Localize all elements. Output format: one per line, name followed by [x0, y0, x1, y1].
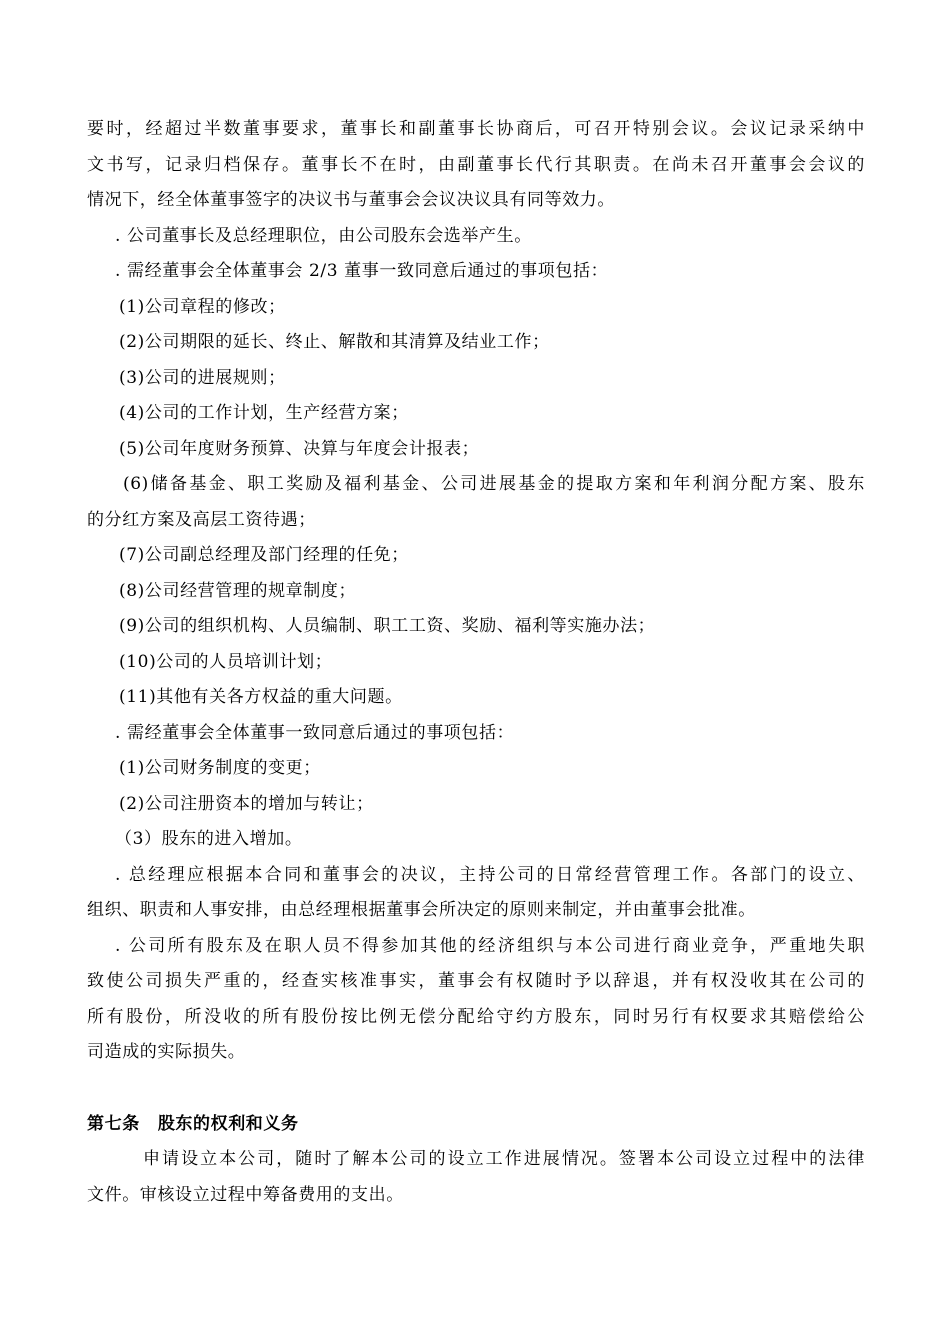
- list-item-continuation: 的分红方案及高层工资待遇；: [87, 509, 316, 530]
- list-unanimous-matters: [87, 751, 865, 858]
- text-line: 文件。审核设立过程中筹备费用的支出。: [87, 1184, 404, 1205]
- list-item: (11)其他有关各方权益的重大问题。: [119, 687, 403, 707]
- list-item: (7)公司副总经理及部门经理的任免；: [119, 545, 409, 565]
- list-item: (1)公司财务制度的变更；: [119, 758, 321, 778]
- section-title: 股东的权利和义务: [157, 1113, 299, 1134]
- text-line: . 公司所有股东及在职人员不得参加其他的经济组织与本公司进行商业竞争，严重地失职: [115, 935, 865, 956]
- text-line: 申请设立本公司，随时了解本公司的设立工作进展情况。签署本公司设立过程中的法律: [143, 1149, 865, 1169]
- text-line: 所有股份，所没收的所有股份按比例无偿分配给守约方股东，同时另行有权要求其赔偿给公: [87, 1006, 865, 1027]
- list-item: (8)公司经营管理的规章制度；: [119, 580, 357, 601]
- list-item: (4)公司的工作计划，生产经营方案；: [119, 403, 409, 423]
- list-item: (2)公司注册资本的增加与转让；: [119, 793, 374, 814]
- list-item: (1)公司章程的修改；: [119, 296, 286, 317]
- list-item: (9)公司的组织机构、人员编制、职工工资、奖励、福利等实施办法；: [119, 616, 656, 636]
- section-number: 第七条: [87, 1113, 140, 1134]
- paragraph-non-compete: [87, 929, 865, 1071]
- list-item: （3）股东的进入增加。: [115, 829, 303, 849]
- section-heading: [87, 1107, 865, 1143]
- paragraph-two-thirds-matters: . 需经董事会全体董事会 2/3 董事一致同意后通过的事项包括：: [115, 261, 609, 281]
- list-item: (10)公司的人员培训计划；: [119, 651, 333, 672]
- paragraph-board-meetings: [87, 112, 865, 219]
- paragraph-general-manager: [87, 858, 865, 929]
- list-two-thirds-matters: [87, 290, 865, 716]
- list-item: (5)公司年度财务预算、决算与年度会计报表；: [119, 438, 480, 459]
- text-line: 文书写，记录归档保存。董事长不在时，由副董事长代行其职责。在尚未召开董事会会议的: [87, 154, 865, 175]
- text-line: 司造成的实际损失。: [87, 1042, 246, 1062]
- text-line: 组织、职责和人事安排，由总经理根据董事会所决定的原则来制定，并由董事会批准。: [87, 900, 756, 920]
- text-line: 致使公司损失严重的，经查实核准事实，董事会有权随时予以辞退，并有权没收其在公司的: [87, 971, 865, 991]
- paragraph-chairman-election: . 公司董事长及总经理职位，由公司股东会选举产生。: [115, 225, 532, 246]
- text-line: . 总经理应根据本合同和董事会的决议，主持公司的日常经营管理工作。各部门的设立、: [115, 864, 865, 885]
- text-line: 情况下，经全体董事签字的决议书与董事会会议决议具有同等效力。: [87, 190, 615, 210]
- list-item: (2)公司期限的延长、终止、解散和其清算及结业工作；: [119, 332, 550, 352]
- list-item: (6)储备基金、职工奖励及福利基金、公司进展基金的提取方案和年利润分配方案、股东: [123, 474, 865, 494]
- paragraph-unanimous-matters: . 需经董事会全体董事一致同意后通过的事项包括：: [115, 722, 515, 743]
- list-item: (3)公司的进展规则；: [119, 367, 286, 388]
- section-spacer: [87, 1071, 865, 1107]
- document-page: [87, 112, 865, 1213]
- section-body: [87, 1142, 865, 1213]
- text-line: 要时，经超过半数董事要求，董事长和副董事长协商后，可召开特别会议。会议记录采纳中: [87, 119, 865, 139]
